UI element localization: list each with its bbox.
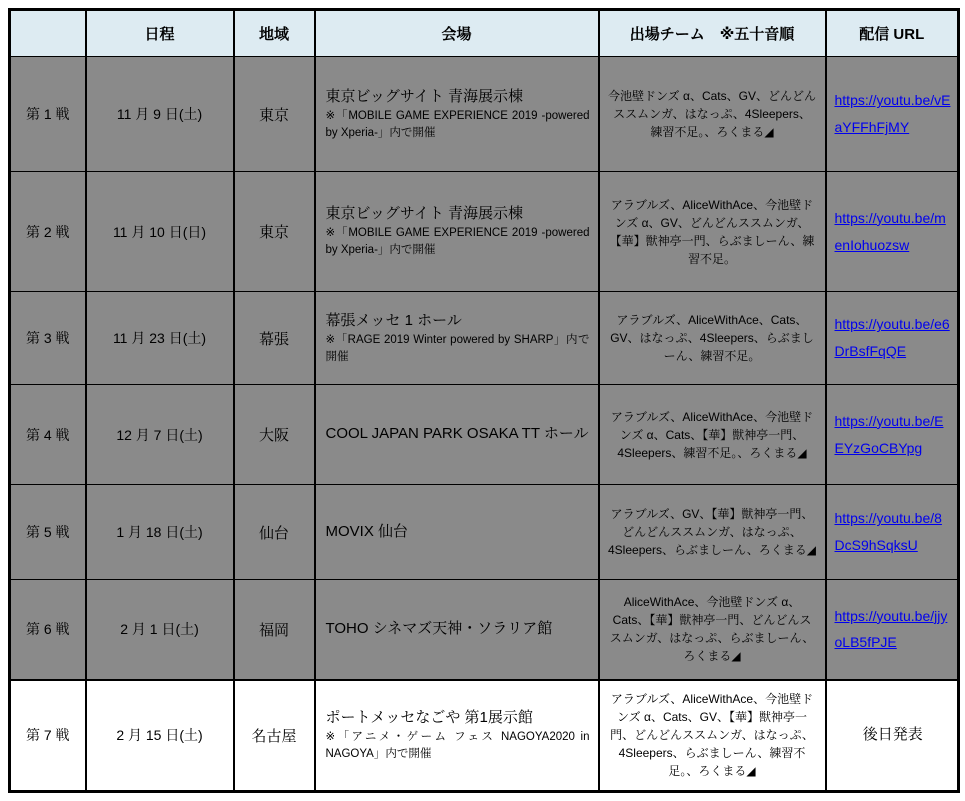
tournament-schedule-table: [8, 8, 960, 793]
header-teams: 出場チーム ※五十音順: [599, 10, 826, 57]
url-cell: [826, 485, 959, 580]
date-cell: 1 月 18 日(土): [86, 485, 234, 580]
venue-name: ポートメッセなごや 第1展示館: [325, 708, 533, 726]
venue-name: 東京ビッグサイト 青海展示棟: [325, 205, 524, 223]
table-row-round4: [10, 385, 959, 485]
teams-cell: 今池壁ドンズ α、Cats、GV、どんどんススムンガ、はなっぷ、4Sleepers、練習不足。、ろくまる◢: [599, 57, 826, 172]
region-cell: 福岡: [234, 580, 315, 680]
date-cell: 2 月 15 日(土): [86, 680, 234, 792]
teams-cell: AliceWithAce、今池壁ドンズ α、Cats、【華】獣神亭一門、どんどんススムンガ、はなっぷ、らぶましーん、ろくまる◢: [599, 580, 826, 680]
teams-cell: アラブルズ、AliceWithAce、今池壁ドンズ α、GV、どんどんススムンガ、【華】獣神亭一門、らぶましーん、練習不足。: [599, 172, 826, 292]
url-cell: [826, 172, 959, 292]
date-cell: 2 月 1 日(土): [86, 580, 234, 680]
venue-note: ※「RAGE 2019 Winter powered by SHARP」内で開催: [325, 333, 590, 363]
date-cell: 12 月 7 日(土): [86, 385, 234, 485]
teams-cell: アラブルズ、AliceWithAce、Cats、GV、はなっぷ、4Sleepers、らぶましーん、練習不足。: [599, 292, 826, 385]
venue-cell: [315, 580, 599, 680]
teams-cell: アラブルズ、AliceWithAce、今池壁ドンズ α、Cats、【華】獣神亭一門、4Sleepers、練習不足。、ろくまる◢: [599, 385, 826, 485]
url-cell: [826, 57, 959, 172]
venue-cell: [315, 292, 599, 385]
region-cell: 東京: [234, 57, 315, 172]
table-row-round7: [10, 680, 959, 792]
round-cell: 第 3 戦: [10, 292, 86, 385]
region-cell: 大阪: [234, 385, 315, 485]
stream-link[interactable]: https://youtu.be/menIohuozsw: [834, 209, 946, 253]
venue-name: 幕張メッセ 1 ホール: [325, 311, 462, 329]
table-row-round3: [10, 292, 959, 385]
venue-cell: [315, 172, 599, 292]
teams-cell: アラブルズ、AliceWithAce、今池壁ドンズ α、Cats、GV、【華】獣神亭一門、どんどんススムンガ、はなっぷ、4Sleepers、らぶましーん、練習不足。、ろくまる◢: [599, 680, 826, 792]
venue-note: ※「アニメ・ゲーム フェス NAGOYA2020 in NAGOYA」内で開催: [325, 731, 590, 760]
stream-link[interactable]: https://youtu.be/e6DrBsfFqQE: [834, 316, 950, 359]
stream-link[interactable]: https://youtu.be/EEYzGoCBYpg: [834, 412, 944, 456]
round-cell: 第 7 戦: [10, 680, 86, 792]
header-round: [10, 10, 86, 57]
round-cell: 第 5 戦: [10, 485, 86, 580]
table-row-round5: [10, 485, 959, 580]
venue-cell: [315, 385, 599, 485]
url-cell: [826, 292, 959, 385]
stream-link[interactable]: https://youtu.be/jjyoLB5fPJE: [834, 607, 948, 651]
header-url: 配信 URL: [826, 10, 959, 57]
table-row-round2: [10, 172, 959, 292]
round-cell: 第 6 戦: [10, 580, 86, 680]
venue-name: COOL JAPAN PARK OSAKA TT ホール: [325, 425, 589, 443]
table-row-round6: [10, 580, 959, 680]
url-cell: [826, 385, 959, 485]
header-row: [10, 10, 959, 57]
venue-cell: [315, 680, 599, 792]
round-cell: 第 2 戦: [10, 172, 86, 292]
venue-cell: [315, 57, 599, 172]
round-cell: 第 1 戦: [10, 57, 86, 172]
region-cell: 幕張: [234, 292, 315, 385]
table-row-round1: [10, 57, 959, 172]
header-venue: 会場: [315, 10, 599, 57]
venue-note: ※「MOBILE GAME EXPERIENCE 2019 -powered by Xperia-」内で開催: [325, 109, 590, 139]
url-cell: [826, 680, 959, 792]
venue-name: MOVIX 仙台: [325, 522, 409, 540]
venue-name: 東京ビッグサイト 青海展示棟: [325, 87, 524, 105]
round-cell: 第 4 戦: [10, 385, 86, 485]
venue-cell: [315, 485, 599, 580]
teams-cell: アラブルズ、GV、【華】獣神亭一門、どんどんススムンガ、はなっぷ、4Sleepers、らぶましーん、ろくまる◢: [599, 485, 826, 580]
header-date: 日程: [86, 10, 234, 57]
region-cell: 仙台: [234, 485, 315, 580]
region-cell: 名古屋: [234, 680, 315, 792]
venue-note: ※「MOBILE GAME EXPERIENCE 2019 -powered by Xperia-」内で開催: [325, 227, 590, 257]
region-cell: 東京: [234, 172, 315, 292]
stream-link[interactable]: https://youtu.be/vEaYFFhFjMY: [834, 92, 951, 135]
url-tbd-text: 後日発表: [862, 726, 923, 743]
url-cell: [826, 580, 959, 680]
date-cell: 11 月 23 日(土): [86, 292, 234, 385]
date-cell: 11 月 9 日(土): [86, 57, 234, 172]
date-cell: 11 月 10 日(日): [86, 172, 234, 292]
stream-link[interactable]: https://youtu.be/8DcS9hSqksU: [834, 510, 942, 553]
header-region: 地域: [234, 10, 315, 57]
venue-name: TOHO シネマズ天神・ソラリア館: [325, 620, 553, 638]
